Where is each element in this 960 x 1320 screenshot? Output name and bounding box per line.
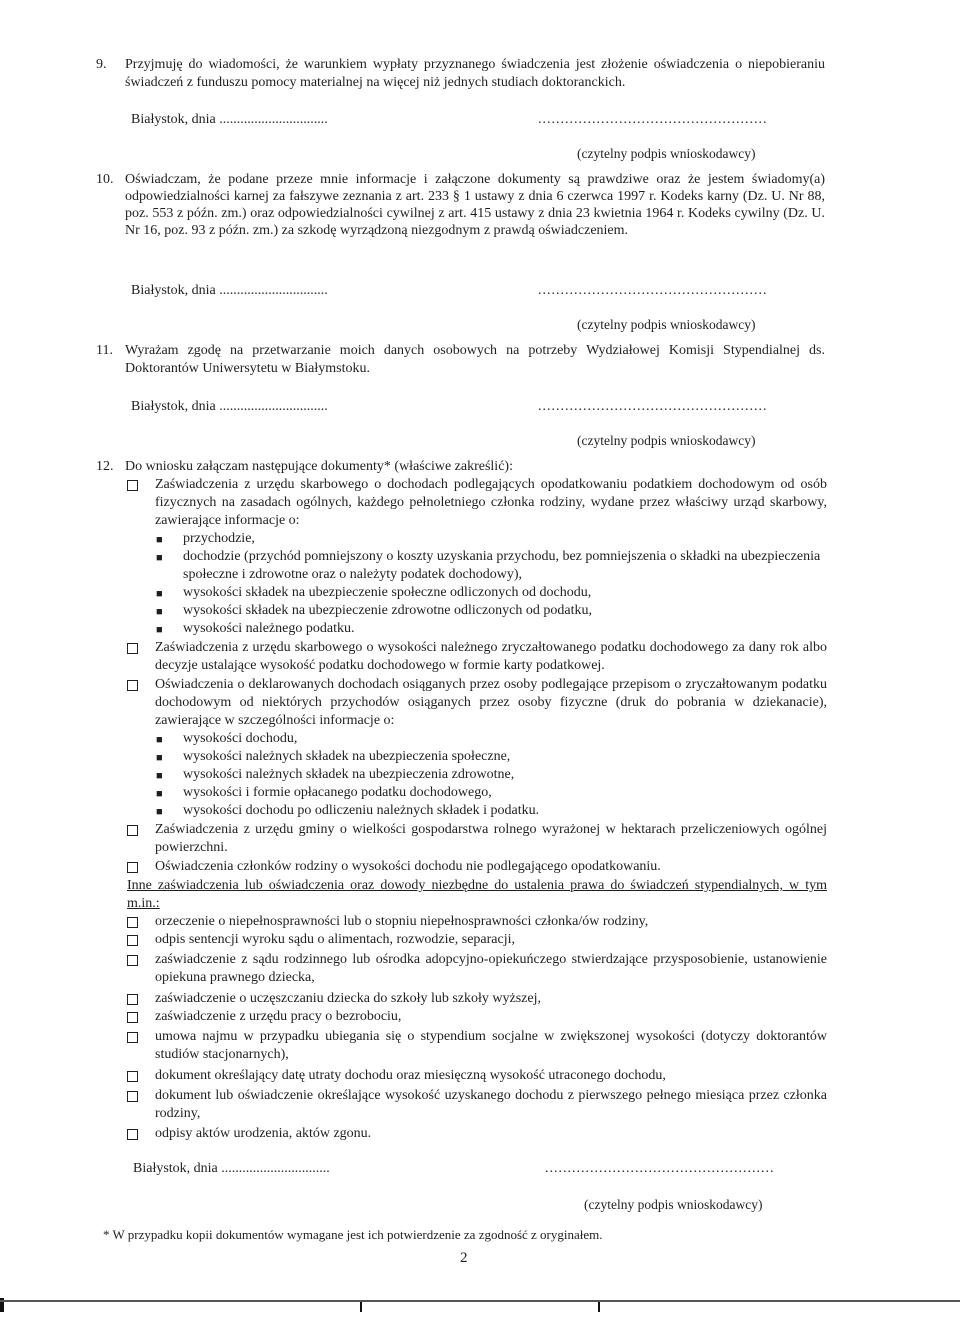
other-item-text: odpisy aktów urodzenia, aktów zgonu.: [155, 1126, 372, 1141]
checkbox-unemployment[interactable]: [127, 1012, 138, 1023]
checkbox-school[interactable]: [127, 994, 138, 1005]
bullet-icon: ■: [156, 770, 163, 782]
bullet-text: wysokości składek na ubezpieczenie zdrowotne odliczonych od podatku,: [183, 603, 592, 618]
signature-place-date[interactable]: Białystok, dnia ...............................: [131, 283, 328, 298]
bullet-text: dochodzie (przychód pomniejszony o koszty uzyskania przychodu, bez pomniejszenia o składki na ubezpieczenia społeczne i zdrowotne oraz o należyty podatek dochodowy),: [183, 549, 821, 582]
bullet-text: wysokości składek na ubezpieczenie społeczne odliczonych od dochodu,: [183, 585, 592, 600]
bullet-icon: ■: [156, 734, 163, 746]
checkbox-flat-rate-tax[interactable]: [127, 643, 138, 654]
signature-caption: (czytelny podpis wnioskodawcy): [577, 146, 756, 161]
signature-place-date[interactable]: Białystok, dnia ...............................: [131, 112, 328, 127]
bullet-icon: ■: [156, 588, 163, 600]
checkbox-income-loss[interactable]: [127, 1071, 138, 1082]
checkbox-alimony[interactable]: [127, 935, 138, 946]
other-item-text: zaświadczenie o uczęszczaniu dziecka do szkoły lub szkoły wyższej,: [155, 991, 541, 1006]
checkbox-tax-office-income[interactable]: [127, 480, 138, 491]
document-item-text: Zaświadczenia z urzędu skarbowego o dochodach podlegających opodatkowaniu podatkiem dochodowym od osób fizycznych na zasadach ogólnych, każdego pełnoletniego członka rodziny, wydane przez właściwy urząd skarbowy, zawierające informacje o:: [155, 477, 827, 528]
bullet-text: wysokości dochodu po odliczeniu należnych składek i podatku.: [183, 803, 540, 818]
footnote: * W przypadku kopii dokumentów wymagane jest ich potwierdzenie za zgodność z oryginałem.: [103, 1227, 603, 1242]
bullet-icon: ■: [156, 606, 163, 618]
bullet-icon: ■: [156, 752, 163, 764]
scan-tick-mark: [598, 1302, 600, 1312]
document-item-text: Zaświadczenia z urzędu gminy o wielkości gospodarstwa rolnego wyrażonej w hektarach przeliczeniowych ogólnej powierzchni.: [155, 822, 827, 855]
signature-caption: (czytelny podpis wnioskodawcy): [577, 317, 756, 332]
checkbox-income-gain[interactable]: [127, 1091, 138, 1102]
signature-line[interactable]: ...................................................: [538, 283, 768, 298]
bullet-icon: ■: [156, 552, 163, 564]
bullet-text: wysokości należnych składek na ubezpieczenia społeczne,: [183, 749, 511, 764]
signature-line[interactable]: ...................................................: [538, 399, 768, 414]
other-item-text: dokument lub oświadczenie określające wysokość uzyskanego dochodu z pierwszego pełnego miesiąca przez członka rodziny,: [155, 1088, 827, 1121]
bullet-text: przychodzie,: [183, 531, 255, 546]
checkbox-adoption[interactable]: [127, 955, 138, 966]
signature-place-date[interactable]: Białystok, dnia ...............................: [133, 1161, 330, 1176]
bullet-text: wysokości i formie opłacanego podatku dochodowego,: [183, 785, 492, 800]
section-9-text: Przyjmuję do wiadomości, że warunkiem wypłaty przyznanego świadczenia jest złożenie oświadczenia o niepobieraniu świadczeń z funduszu pomocy materialnej na więcej niż jednych studiach doktoranckich.: [125, 57, 825, 90]
document-item-text: Oświadczenia o deklarowanych dochodach osiąganych przez osoby podlegające przepisom o zryczałtowanym podatku dochodowym od niektórych przychodów osiąganych przez osoby fizyczne (druk do pobrania w dziekanacie), zawierające w szczególności informacje o:: [155, 677, 827, 728]
other-item-text: zaświadczenie z urzędu pracy o bezrobociu,: [155, 1009, 402, 1024]
section-10-text: Oświadczam, że podane przeze mnie informacje i załączone dokumenty są prawdziwe oraz że jestem świadomy(a) odpowiedzialności karnej za fałszywe zeznania z art. 233 § 1 ustawy z dnia 6 czerwca 1997 r. Kodeks karny (Dz. U. Nr 88, poz. 553 z późn. zm.) oraz odpowiedzialności cywilnej z art. 415 ustawy z dnia 23 kwietnia 1964 r. Kodeks cywilny (Dz. U. Nr 16, poz. 93 z późn. zm.) za szkodę wyrządzoną niezgodnym z prawdą oświadczeniem.: [125, 172, 825, 238]
signature-caption: (czytelny podpis wnioskodawcy): [584, 1197, 763, 1212]
other-item-text: zaświadczenie z sądu rodzinnego lub ośrodka adopcyjno-opiekuńczego stwierdzające przysposobienie, ustanowienie opiekuna prawnego dziecka,: [155, 952, 827, 985]
document-item-text: Oświadczenia członków rodziny o wysokości dochodu nie podlegającego opodatkowaniu.: [155, 859, 661, 874]
other-item-text: umowa najmu w przypadku ubiegania się o stypendium socjalne w zwiększonej wysokości (dotyczy doktorantów studiów stacjonarnych),: [155, 1029, 827, 1062]
section-11-number: 11.: [96, 343, 113, 358]
other-item-text: odpis sentencji wyroku sądu o alimentach, rozwodzie, separacji,: [155, 932, 515, 947]
scan-tick-mark: [360, 1302, 362, 1312]
checkbox-disability[interactable]: [127, 917, 138, 928]
checkbox-farm-size[interactable]: [127, 825, 138, 836]
signature-line[interactable]: ...................................................: [538, 112, 768, 127]
bullet-icon: ■: [156, 806, 163, 818]
signature-line[interactable]: ...................................................: [545, 1161, 775, 1176]
bullet-text: wysokości należnego podatku.: [183, 621, 355, 636]
section-11-text: Wyrażam zgodę na przetwarzanie moich danych osobowych na potrzeby Wydziałowej Komisji Stypendialnej ds. Doktorantów Uniwersytetu w Białymstoku.: [125, 343, 825, 376]
section-10-number: 10.: [96, 172, 114, 187]
checkbox-declared-income[interactable]: [127, 680, 138, 691]
section-9-number: 9.: [96, 57, 107, 72]
bullet-text: wysokości dochodu,: [183, 731, 298, 746]
other-documents-heading: Inne zaświadczenia lub oświadczenia oraz dowody niezbędne do ustalenia prawa do świadczeń stypendialnych, w tym m.in.:: [127, 878, 827, 911]
bullet-icon: ■: [156, 788, 163, 800]
document-item-text: Zaświadczenia z urzędu skarbowego o wysokości należnego zryczałtowanego podatku dochodowego za dany rok albo decyzje ustalające wysokość podatku dochodowego w formie karty podatkowej.: [155, 640, 827, 673]
other-item-text: dokument określający datę utraty dochodu oraz miesięczną wysokość utraconego dochodu,: [155, 1068, 666, 1083]
section-12-intro: Do wniosku załączam następujące dokumenty* (właściwe zakreślić):: [125, 459, 513, 474]
scan-bottom-line: [0, 1300, 960, 1302]
checkbox-birth-death[interactable]: [127, 1129, 138, 1140]
bullet-text: wysokości należnych składek na ubezpieczenia zdrowotne,: [183, 767, 515, 782]
checkbox-untaxed-income[interactable]: [127, 862, 138, 873]
signature-place-date[interactable]: Białystok, dnia ...............................: [131, 399, 328, 414]
page-number: 2: [460, 1250, 468, 1266]
bullet-icon: ■: [156, 624, 163, 636]
other-item-text: orzeczenie o niepełnosprawności lub o stopniu niepełnosprawności członka/ów rodziny,: [155, 914, 649, 929]
section-12-number: 12.: [96, 459, 114, 474]
checkbox-rental[interactable]: [127, 1032, 138, 1043]
signature-caption: (czytelny podpis wnioskodawcy): [577, 433, 756, 448]
bullet-icon: ■: [156, 534, 163, 546]
